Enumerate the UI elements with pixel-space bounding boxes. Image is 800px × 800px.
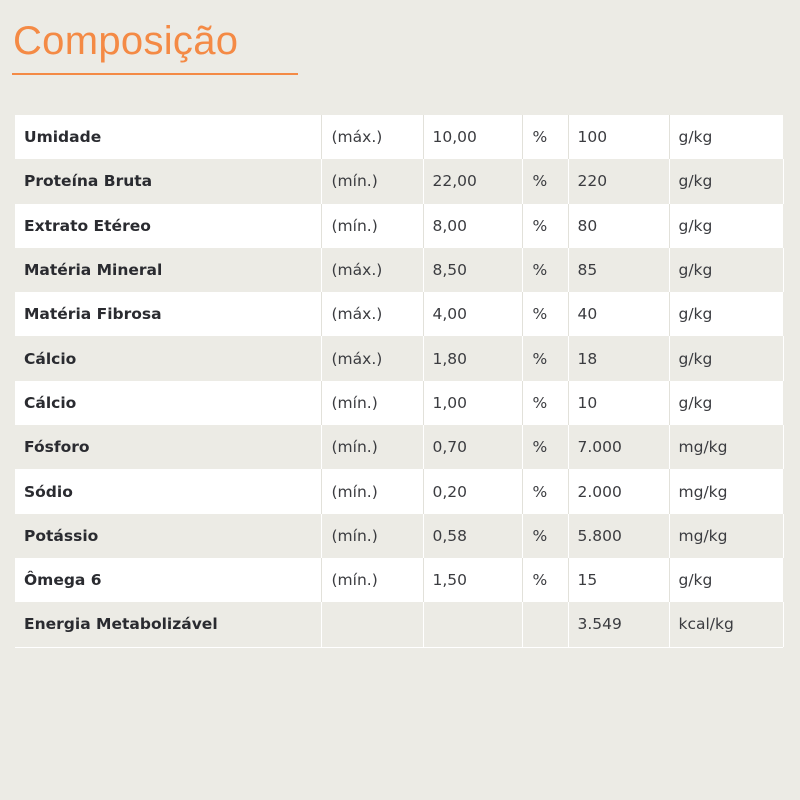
percent-unit: % — [522, 558, 568, 602]
nutrient-name: Extrato Etéreo — [15, 204, 321, 248]
nutrient-name: Fósforo — [15, 425, 321, 469]
limit-qualifier: (mín.) — [321, 159, 423, 203]
percent-unit: % — [522, 425, 568, 469]
limit-qualifier: (mín.) — [321, 558, 423, 602]
nutrient-name: Cálcio — [15, 381, 321, 425]
amount-unit: g/kg — [678, 216, 713, 235]
percent-unit: % — [522, 381, 568, 425]
amount-value: 7.000 — [568, 425, 669, 469]
limit-qualifier: (máx.) — [321, 292, 423, 336]
amount-unit: g/kg — [669, 336, 783, 380]
nutrient-name: Matéria Mineral — [15, 248, 321, 292]
amount-unit: g/kg — [678, 305, 713, 324]
amount-unit: g/kg — [678, 571, 713, 590]
table-row — [15, 558, 783, 602]
composition-table — [15, 115, 784, 647]
table-row — [15, 292, 783, 336]
percent-unit — [522, 602, 568, 646]
limit-qualifier — [321, 602, 423, 646]
amount-value: 220 — [568, 159, 669, 203]
limit-qualifier: (máx.) — [321, 248, 423, 292]
amount-unit: g/kg — [678, 128, 713, 147]
nutrient-name: Energia Metabolizável — [15, 602, 321, 646]
nutrient-name: Ômega 6 — [15, 558, 321, 602]
nutrient-name: Cálcio — [15, 336, 321, 380]
percent-unit: % — [522, 159, 568, 203]
nutrient-name: Matéria Fibrosa — [15, 292, 321, 336]
amount-value: 3.549 — [568, 602, 669, 646]
percent-value: 0,70 — [423, 425, 522, 469]
percent-unit: % — [522, 514, 568, 558]
limit-qualifier: (mín.) — [321, 381, 423, 425]
amount-value: 80 — [568, 204, 669, 248]
limit-qualifier: (mín.) — [321, 469, 423, 513]
amount-unit: mg/kg — [678, 482, 728, 501]
amount-unit: kcal/kg — [669, 602, 783, 646]
percent-unit: % — [522, 336, 568, 380]
table-row — [15, 425, 783, 469]
amount-value: 100 — [568, 115, 669, 159]
amount-value: 10 — [568, 381, 669, 425]
nutrient-name: Umidade — [15, 115, 321, 159]
limit-qualifier: (mín.) — [321, 514, 423, 558]
table-row — [15, 248, 783, 292]
percent-value: 8,50 — [423, 248, 522, 292]
percent-unit: % — [522, 115, 568, 159]
percent-value: 0,58 — [423, 514, 522, 558]
table-row — [15, 204, 783, 248]
percent-value: 4,00 — [423, 292, 522, 336]
amount-unit: mg/kg — [669, 514, 783, 558]
amount-unit: g/kg — [669, 159, 783, 203]
table-row — [15, 381, 783, 425]
percent-value: 1,00 — [423, 381, 522, 425]
table-row — [15, 469, 783, 513]
page-title: Composição — [13, 19, 239, 63]
limit-qualifier: (mín.) — [321, 204, 423, 248]
title-underline — [12, 73, 298, 75]
percent-unit: % — [522, 204, 568, 248]
limit-qualifier: (máx.) — [321, 336, 423, 380]
table-row — [15, 514, 783, 558]
nutrient-name: Sódio — [15, 469, 321, 513]
amount-value: 5.800 — [568, 514, 669, 558]
table-row — [15, 159, 783, 203]
percent-unit: % — [522, 248, 568, 292]
percent-value: 22,00 — [423, 159, 522, 203]
percent-unit: % — [522, 292, 568, 336]
composition-table-container — [15, 115, 783, 648]
amount-value: 85 — [568, 248, 669, 292]
percent-value: 1,80 — [423, 336, 522, 380]
percent-value — [423, 602, 522, 646]
percent-value: 0,20 — [423, 469, 522, 513]
nutrient-name: Proteína Bruta — [15, 159, 321, 203]
table-row — [15, 602, 783, 646]
composition-table-body — [15, 115, 783, 647]
amount-unit: g/kg — [678, 393, 713, 412]
amount-unit: g/kg — [669, 248, 783, 292]
percent-unit: % — [522, 469, 568, 513]
nutrient-name: Potássio — [15, 514, 321, 558]
limit-qualifier: (máx.) — [321, 115, 423, 159]
percent-value: 10,00 — [423, 115, 522, 159]
amount-unit: mg/kg — [669, 425, 783, 469]
amount-value: 2.000 — [568, 469, 669, 513]
amount-value: 15 — [568, 558, 669, 602]
limit-qualifier: (mín.) — [321, 425, 423, 469]
percent-value: 1,50 — [423, 558, 522, 602]
table-row — [15, 115, 783, 159]
amount-value: 18 — [568, 336, 669, 380]
table-row — [15, 336, 783, 380]
percent-value: 8,00 — [423, 204, 522, 248]
amount-value: 40 — [568, 292, 669, 336]
